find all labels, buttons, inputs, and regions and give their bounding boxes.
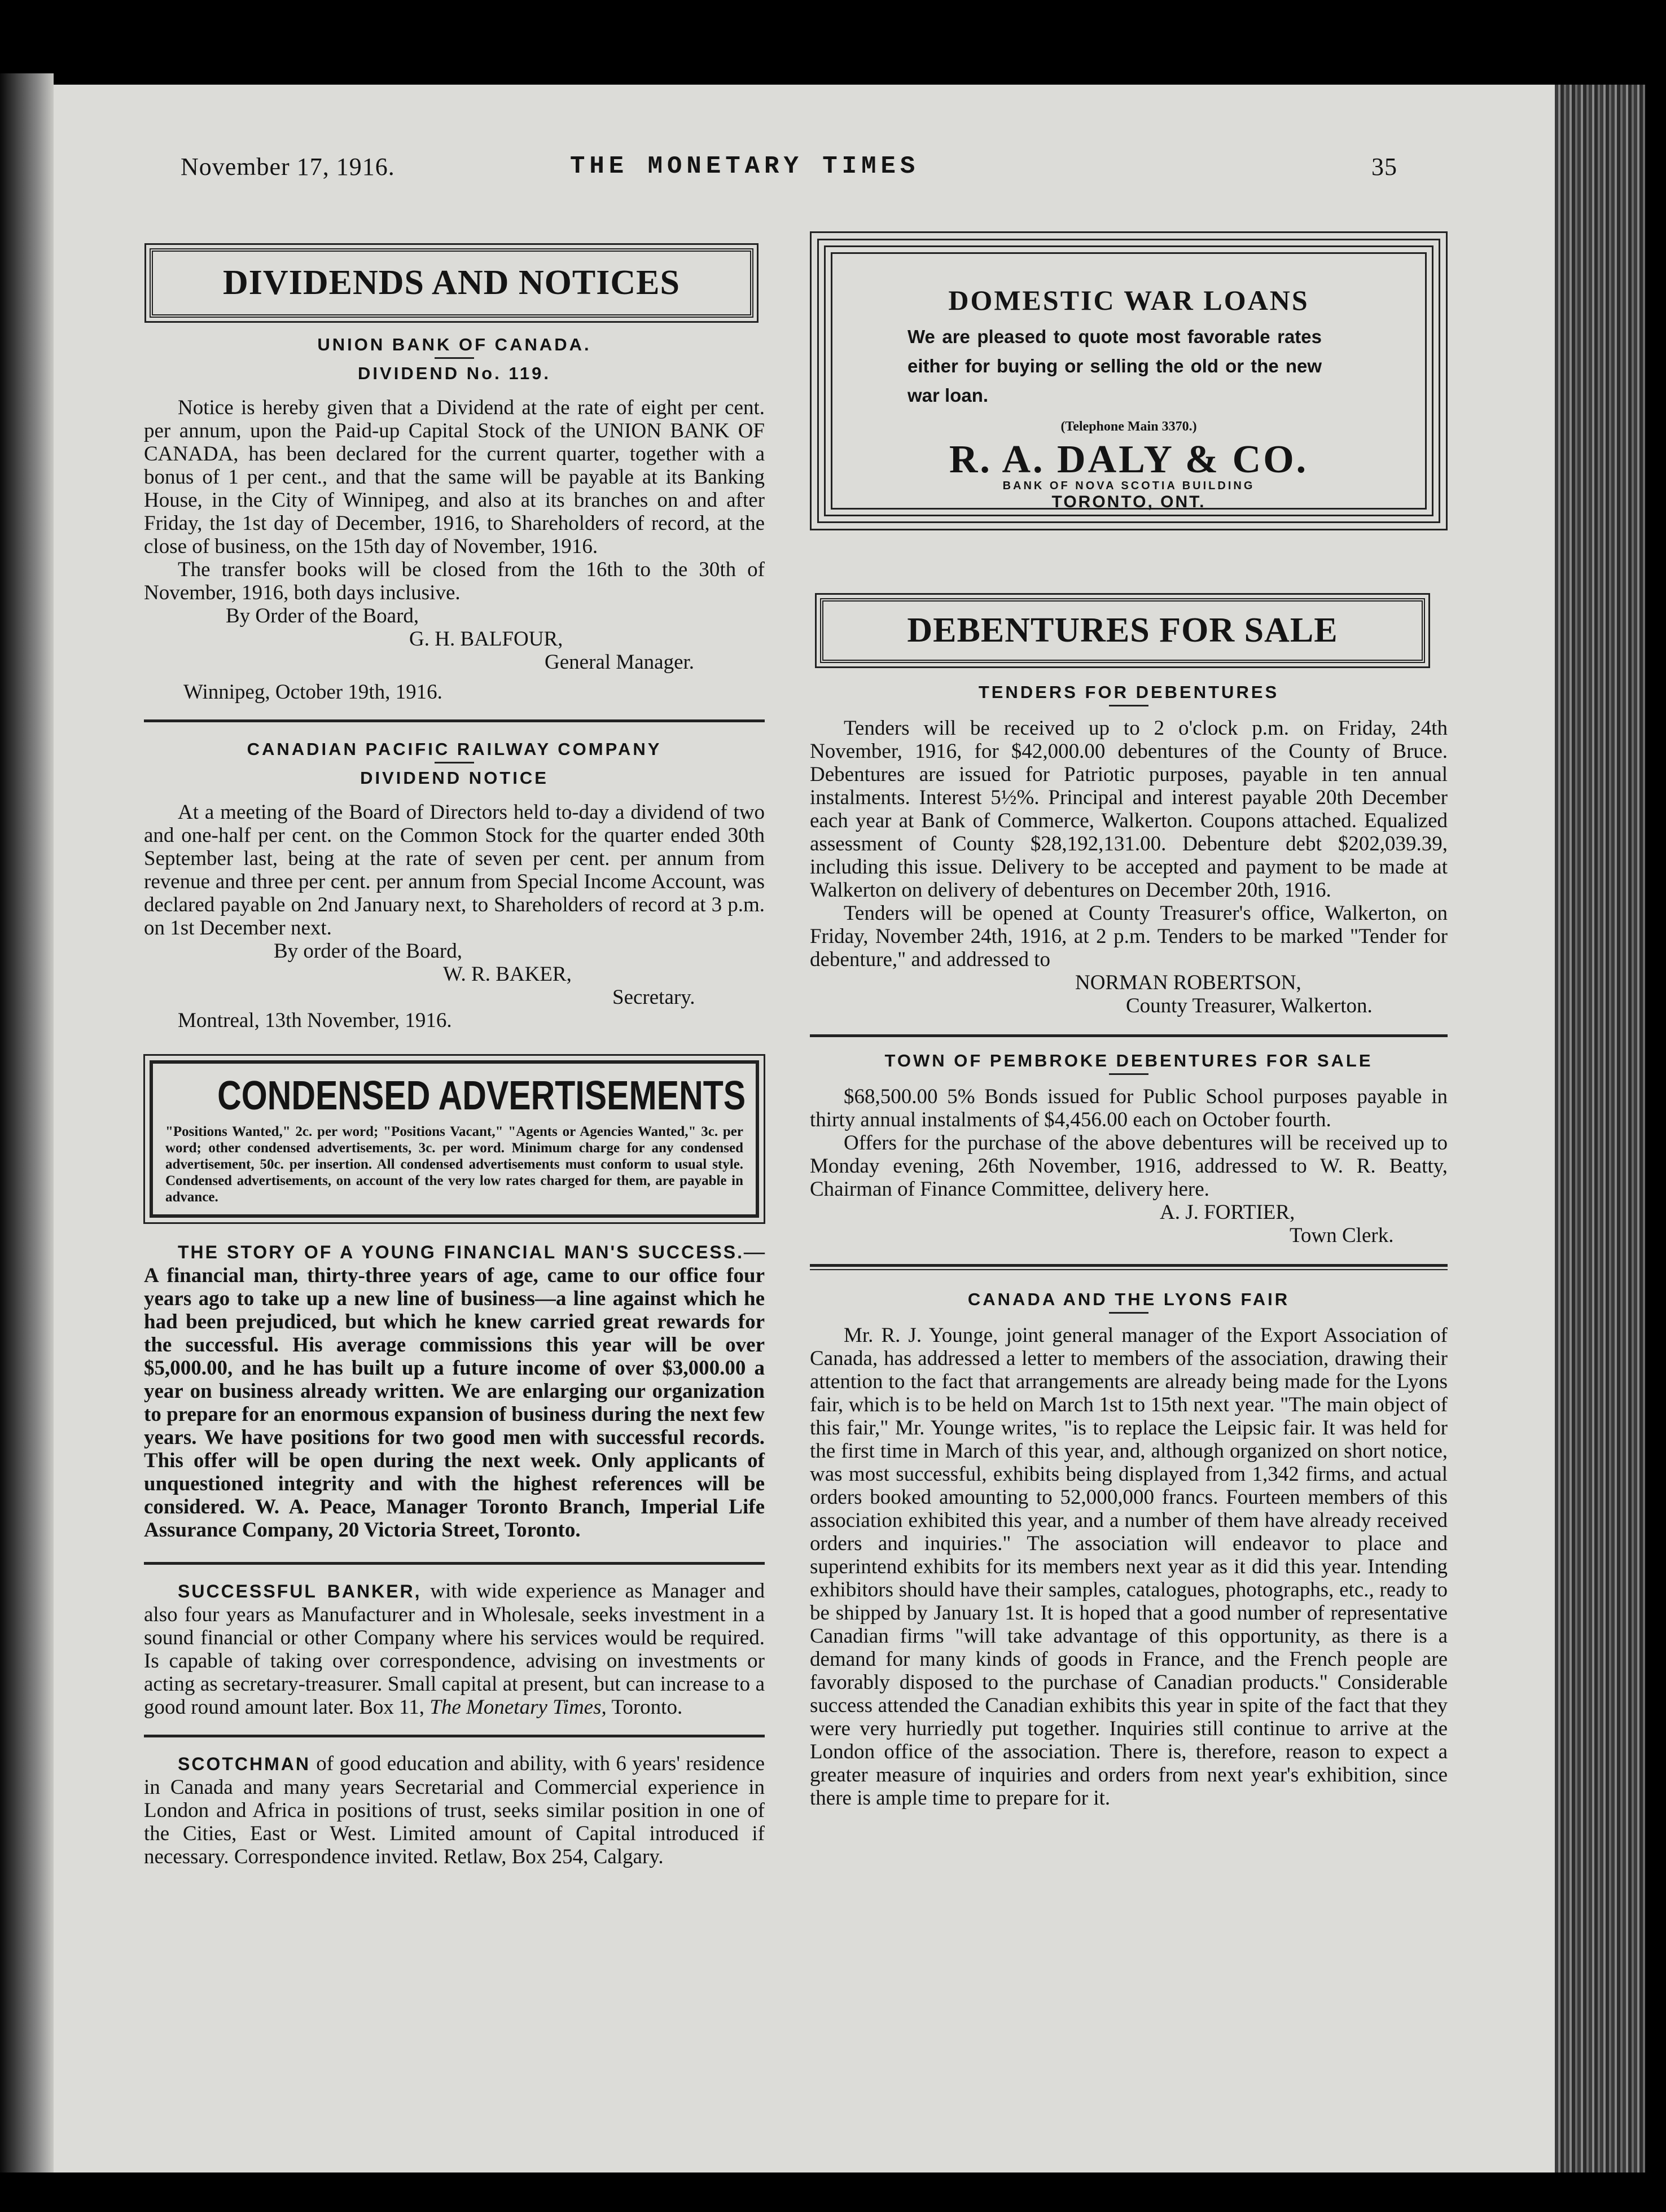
- union-transfer-text: The transfer books will be closed from the 16th to the 30th of November, 1916, both days inclusive.: [144, 558, 765, 604]
- war-loans-body: We are pleased to quote most favorable rates either for buying or selling the old or the new war loan.: [907, 326, 1322, 406]
- cpr-place-date: Montreal, 13th November, 1916.: [178, 1009, 452, 1032]
- scotchman-ad-lead: SCOTCHMAN: [178, 1754, 310, 1774]
- union-dividend-number: DIVIDEND No. 119.: [358, 363, 551, 383]
- banker-ad-city: Toronto.: [606, 1696, 683, 1719]
- tenders-opening-text: Tenders will be opened at County Treasurer's office, Walkerton, on Friday, November 24th, 1916, at 2 p.m. Tenders to be marked "Tender for debenture," and addressed to: [810, 902, 1448, 971]
- debentures-heading: DEBENTURES FOR SALE: [820, 598, 1425, 663]
- banker-ad-lead: SUCCESSFUL BANKER,: [178, 1581, 422, 1601]
- pembroke-bonds-text: $68,500.00 5% Bonds issued for Public School purposes payable in thirty annual instalments of $4,456.00 each on October fourth.: [810, 1085, 1448, 1131]
- cpr-signatory: W. R. BAKER,: [443, 963, 572, 986]
- cpr-notice-text: At a meeting of the Board of Directors held to-day a dividend of two and one-half per cent. on the Common Stock for the quarter ended 30th September last, being at the rate of seven per cent. per annum from revenue and three per cent. per annum from Special Income Account, was declared payable on 2nd January next, to Shareholders of record at 3 p.m. on 1st December next.: [144, 801, 765, 940]
- condensed-ads-rates: "Positions Wanted," 2c. per word; "Positions Vacant," "Agents or Agencies Wanted," 3c. per word; other condensed advertisements, 3c. per word. Minimum charge for any condensed advertisement, 50c. per insertion. All condensed advertisements must conform to usual style. Condensed advertisements, on account of the very low rates charged for them, are payable in advance.: [165, 1124, 743, 1205]
- dividends-heading: DIVIDENDS AND NOTICES: [150, 248, 753, 318]
- pembroke-offers-text: Offers for the purchase of the above debentures will be received up to Monday evening, 26th November, 1916, addressed to W. R. Beatty, Chairman of Finance Committee, delivery here.: [810, 1131, 1448, 1201]
- page-edge-left: [0, 73, 54, 2172]
- section-rule-double: [810, 1264, 1448, 1270]
- union-bank-title: UNION BANK OF CANADA.: [317, 335, 591, 354]
- divider: [1109, 1312, 1148, 1314]
- cpr-order: By order of the Board,: [274, 940, 462, 963]
- story-ad-text: —A financial man, thirty-three years of age, came to our office four years ago to take up a new line of business—a line against which he had been prejudiced, but which he knew carried great rewards for the successful. His average commissions this year will be over $5,000.00, and he has built up a future income of over $3,000.00 a year on business already written. We are enlarging our organization to prepare for an enormous expansion of business during the next few years. We have positions for two good men with successful records. This offer will be open during the next week. Only applicants of unquestioned integrity and with the highest references will be considered. W. A. Peace, Manager Toronto Branch, Imperial Life Assurance Company, 20 Victoria Street, Toronto.: [144, 1240, 765, 1542]
- pembroke-signatory: A. J. FORTIER,: [1160, 1201, 1295, 1224]
- section-rule: [810, 1034, 1448, 1037]
- divider: [435, 762, 474, 763]
- war-loans-heading: DOMESTIC WAR LOANS: [948, 284, 1309, 316]
- story-ad: [144, 1240, 765, 1542]
- issue-date: November 17, 1916.: [181, 153, 395, 181]
- masthead: THE MONETARY TIMES: [570, 152, 920, 181]
- union-notice-text: Notice is hereby given that a Dividend at the rate of eight per cent. per annum, upon the Paid-up Capital Stock of the UNION BANK OF CANADA, has been declared for the current quarter, together with a bonus of 1 per cent., and that the same will be payable at its Banking House, in the City of Winnipeg, and also at its branches on and after Friday, the 1st day of December, 1916, to Shareholders of record, at the close of business, on the 15th day of November, 1916.: [144, 396, 765, 558]
- union-signatory-role: General Manager.: [545, 651, 695, 674]
- left-column: [144, 248, 765, 1868]
- daly-city: TORONTO, ONT.: [1051, 493, 1206, 511]
- section-rule: [144, 1735, 765, 1737]
- section-rule: [144, 1562, 765, 1565]
- tenders-title: TENDERS FOR DEBENTURES: [978, 682, 1279, 702]
- cpr-signatory-role: Secretary.: [612, 986, 695, 1009]
- story-ad-lead: THE STORY OF A YOUNG FINANCIAL MAN'S SUCCESS.: [178, 1242, 744, 1262]
- banker-ad: [144, 1579, 765, 1719]
- daly-firm-name: R. A. DALY & CO.: [949, 438, 1309, 481]
- condensed-ads-heading: CONDENSED ADVERTISEMENTS: [217, 1073, 746, 1118]
- daly-building: BANK OF NOVA SCOTIA BUILDING: [1002, 480, 1255, 492]
- pembroke-title: TOWN OF PEMBROKE DEBENTURES FOR SALE: [884, 1051, 1373, 1070]
- divider: [1109, 1073, 1148, 1075]
- right-column: [810, 231, 1448, 1810]
- page-number: 35: [1371, 153, 1397, 181]
- book-binding: [1555, 85, 1645, 2172]
- scotchman-ad-text: of good education and ability, with 6 years' residence in Canada and many years Secretarial and Commercial experience in London and Africa in positions of trust, seeks similar position in one of the Cities, East or West. Limited amount of Capital introduced if necessary. Correspondence invited. Retlaw, Box 254, Calgary.: [144, 1752, 765, 1868]
- banker-ad-publication: The Monetary Times,: [429, 1696, 607, 1719]
- tenders-signatory-role: County Treasurer, Walkerton.: [1126, 994, 1373, 1017]
- banker-ad-text: with wide experience as Manager and also four years as Manufacturer and in Wholesale, seeks investment in a sound financial or other Company where his services would be required. Is capable of taking over correspondence, advising on investments or acting as secretary-treasurer. Small capital at present, but can increase to a good round amount later. Box 11,: [144, 1579, 765, 1719]
- cpr-subtitle: DIVIDEND NOTICE: [360, 768, 549, 788]
- cpr-title: CANADIAN PACIFIC RAILWAY COMPANY: [247, 739, 662, 759]
- divider: [435, 357, 474, 359]
- pembroke-signatory-role: Town Clerk.: [1290, 1224, 1394, 1247]
- union-order: By Order of the Board,: [226, 604, 419, 627]
- war-loans-phone: (Telephone Main 3370.): [1060, 419, 1197, 434]
- tenders-signatory: NORMAN ROBERTSON,: [1075, 971, 1301, 994]
- union-place-date: Winnipeg, October 19th, 1916.: [183, 681, 442, 704]
- section-rule: [144, 719, 765, 722]
- war-loans-ad: [810, 231, 1448, 530]
- scotchman-ad: [144, 1752, 765, 1868]
- condensed-ads-box: [150, 1060, 759, 1218]
- union-signatory: G. H. BALFOUR,: [409, 627, 563, 651]
- lyons-title: CANADA AND THE LYONS FAIR: [967, 1289, 1290, 1309]
- tenders-text: Tenders will be received up to 2 o'clock p.m. on Friday, 24th November, 1916, for $42,000.00 debentures of the County of Bruce. Debentures are issued for Patriotic purposes, payable in ten annual instalments. Interest 5½%. Principal and interest payable 20th December each year at Bank of Commerce, Walkerton. Coupons attached. Equalized assessment of County $28,192,131.00. Debenture debt $202,039.39, including this issue. Delivery to be accepted and payment to be made at Walkerton on delivery of debentures on December 20th, 1916.: [810, 717, 1448, 902]
- divider: [1109, 705, 1148, 706]
- lyons-article-text: Mr. R. J. Younge, joint general manager of the Export Association of Canada, has addressed a letter to members of the association, drawing their attention to the fact that arrangements are already being made for the Lyons fair, which is to be held on March 1st to 15th next year. "The main object of this fair," Mr. Younge writes, "is to replace the Leipsic fair. It was held for the first time in March of this year, and, although organized on short notice, was most successful, exhibits being displayed from 1,342 firms, and actual orders booked amounting to 52,000,000 francs. Fourteen members of this association exhibited this year, and a number of them have already received orders and inquiries." The association will endeavor to place and superintend exhibits for its members next year as it did this year. Intending exhibitors should have their samples, catalogues, photographs, etc., ready to be shipped by January 1st. It is hoped that a good number of representative Canadian firms "will take advantage of this opportunity, as there is a demand for many kinds of goods in France, and the French people are favorably disposed to the purchase of Canadian products." Considerable success attended the Canadian exhibits this year in spite of the fact that they were very hurriedly put together. Inquiries still continue to arrive at the London office of the association. There is, therefore, reason to expect a greater measure of inquiries and orders from next year's exhibition, since there is ample time to prepare for it.: [810, 1324, 1448, 1810]
